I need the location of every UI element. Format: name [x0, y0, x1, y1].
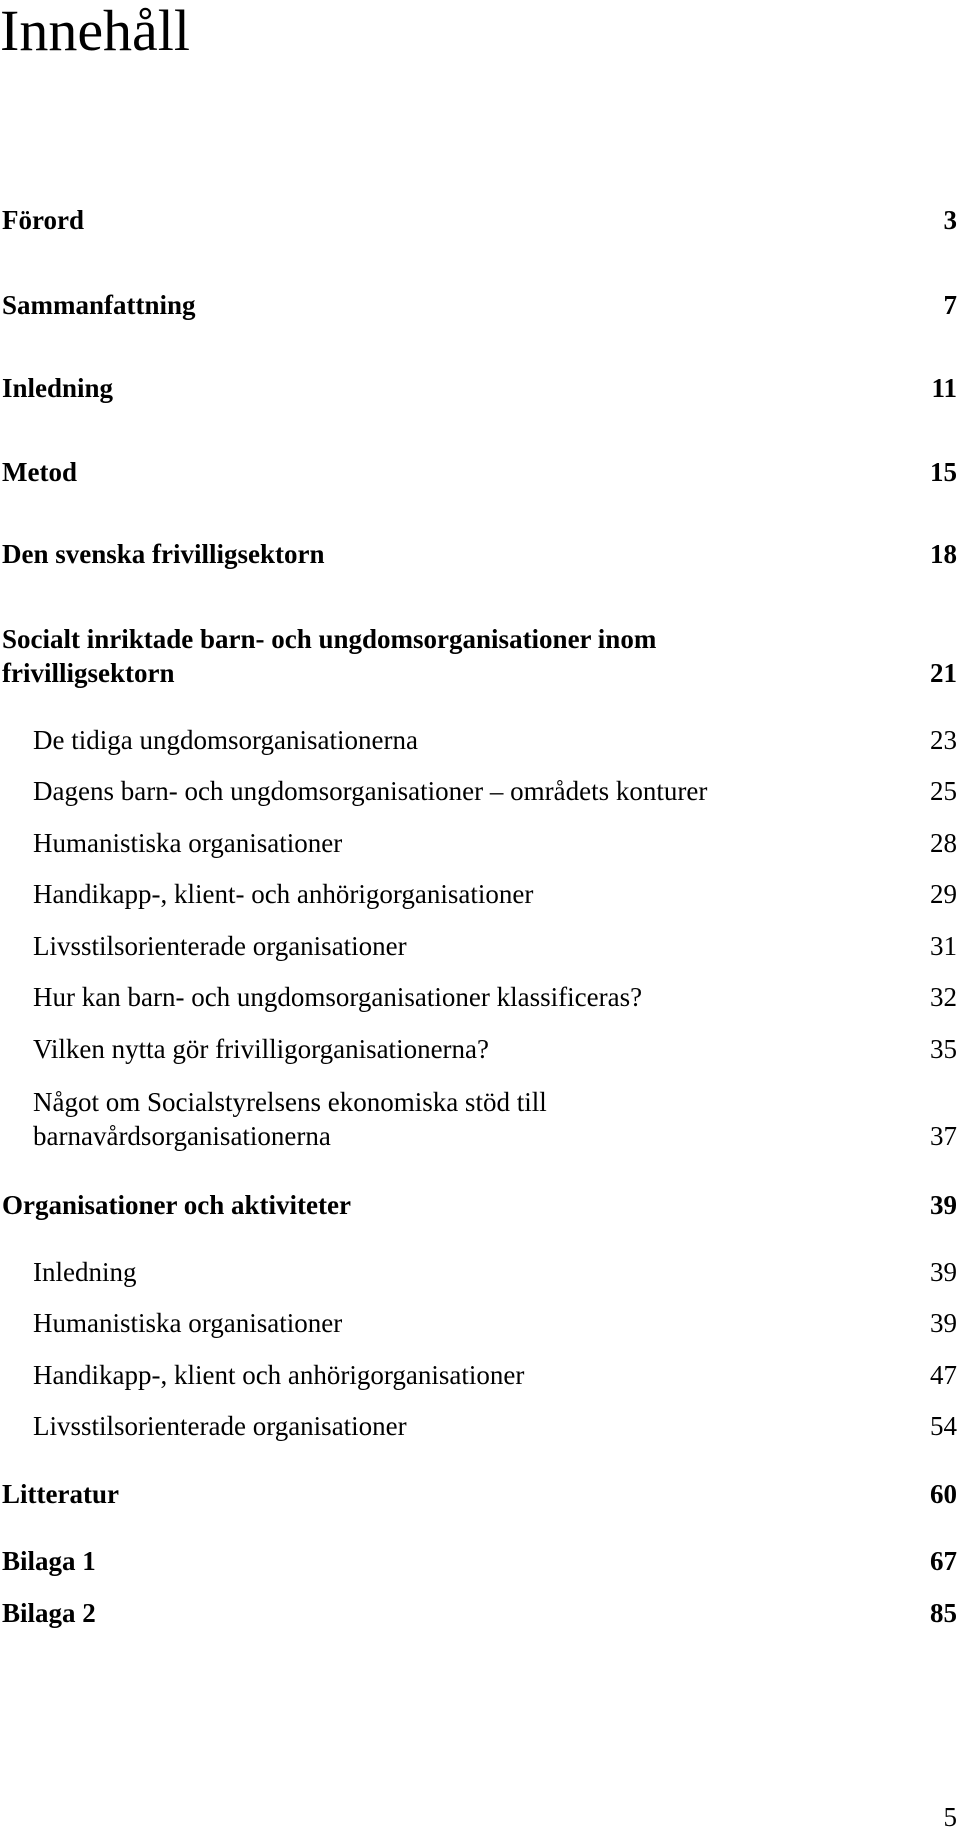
toc-entry[interactable] [2, 1188, 957, 1222]
toc-entry[interactable] [33, 1306, 957, 1340]
toc-entry-label: Socialt inriktade barn- och ungdomsorganisationer inom frivilligsektorn [2, 624, 657, 688]
toc-entry-page: 7 [943, 290, 957, 320]
toc-entry-label: De tidiga ungdomsorganisationerna [33, 725, 418, 755]
toc-entry[interactable] [33, 1032, 957, 1066]
toc-entry[interactable] [33, 1085, 957, 1153]
toc-entry-page: 39 [930, 1308, 957, 1338]
toc-entry-page: 28 [930, 828, 957, 858]
toc-entry[interactable] [2, 288, 957, 322]
toc-entry-page: 18 [930, 539, 957, 569]
toc-entry-label: Sammanfattning [2, 290, 196, 320]
toc-entry-label: Organisationer och aktiviteter [2, 1190, 351, 1220]
toc-entry-label: Förord [2, 205, 84, 235]
toc-entry[interactable] [2, 622, 957, 690]
toc-entry[interactable] [2, 1596, 957, 1630]
toc-entry[interactable] [33, 980, 957, 1014]
toc-entry-page: 47 [930, 1360, 957, 1390]
toc-entry-label: Handikapp-, klient- och anhörigorganisationer [33, 879, 534, 909]
toc-entry-page: 25 [930, 776, 957, 806]
toc-entry-label: Litteratur [2, 1479, 119, 1509]
toc-entry[interactable] [2, 203, 957, 237]
toc-entry-page: 85 [930, 1598, 957, 1628]
toc-entry[interactable] [33, 877, 957, 911]
page-title: Innehåll [0, 0, 191, 63]
toc-entry-label: Livsstilsorienterade organisationer [33, 1411, 407, 1441]
page-number: 5 [943, 1802, 957, 1832]
toc-entry-label: Inledning [2, 373, 114, 403]
toc-entry-page: 54 [930, 1411, 957, 1441]
toc-entry-label: Hur kan barn- och ungdomsorganisationer klassificeras? [33, 982, 643, 1012]
toc-entry-page: 67 [930, 1546, 957, 1576]
toc-entry-page: 39 [930, 1257, 957, 1287]
toc-entry[interactable] [33, 826, 957, 860]
toc-entry-label: Humanistiska organisationer [33, 1308, 343, 1338]
toc-entry-label: Metod [2, 457, 77, 487]
toc-entry[interactable] [33, 723, 957, 757]
toc-entry-label: Inledning [33, 1257, 137, 1287]
toc-entry[interactable] [33, 774, 957, 808]
toc-entry-page: 15 [930, 457, 957, 487]
toc-entry[interactable] [2, 371, 957, 405]
toc-entry-label: Dagens barn- och ungdomsorganisationer – områdets konturer [33, 776, 708, 806]
toc-entry-label: Den svenska frivilligsektorn [2, 539, 325, 569]
toc-entry-label: Vilken nytta gör frivilligorganisationerna? [33, 1034, 490, 1064]
toc-entry[interactable] [33, 1409, 957, 1443]
toc-entry[interactable] [2, 1477, 957, 1511]
toc-entry[interactable] [2, 537, 957, 571]
toc-entry-label: Bilaga 2 [2, 1598, 96, 1628]
toc-entry-page: 3 [943, 205, 957, 235]
toc-entry[interactable] [2, 455, 957, 489]
toc-entry-label: Livsstilsorienterade organisationer [33, 931, 407, 961]
toc-entry-page: 60 [930, 1479, 957, 1509]
toc-entry-page: 35 [930, 1034, 957, 1064]
toc-entry-page: 23 [930, 725, 957, 755]
toc-entry[interactable] [33, 1255, 957, 1289]
toc-entry-page: 21 [930, 658, 957, 688]
toc-entry-page: 11 [931, 373, 957, 403]
toc-entry-page: 31 [930, 931, 957, 961]
toc-entry-label: Handikapp-, klient och anhörigorganisationer [33, 1360, 525, 1390]
toc-entry[interactable] [33, 929, 957, 963]
toc-entry[interactable] [33, 1358, 957, 1392]
toc-entry-page: 39 [930, 1190, 957, 1220]
toc-entry-label: Humanistiska organisationer [33, 828, 343, 858]
toc-entry-label: Något om Socialstyrelsens ekonomiska stöd till barnavårdsorganisationerna [33, 1087, 547, 1151]
toc-entry-page: 37 [930, 1121, 957, 1151]
toc-entry-page: 32 [930, 982, 957, 1012]
toc-entry-page: 29 [930, 879, 957, 909]
toc-entry[interactable] [2, 1544, 957, 1578]
toc-entry-label: Bilaga 1 [2, 1546, 96, 1576]
